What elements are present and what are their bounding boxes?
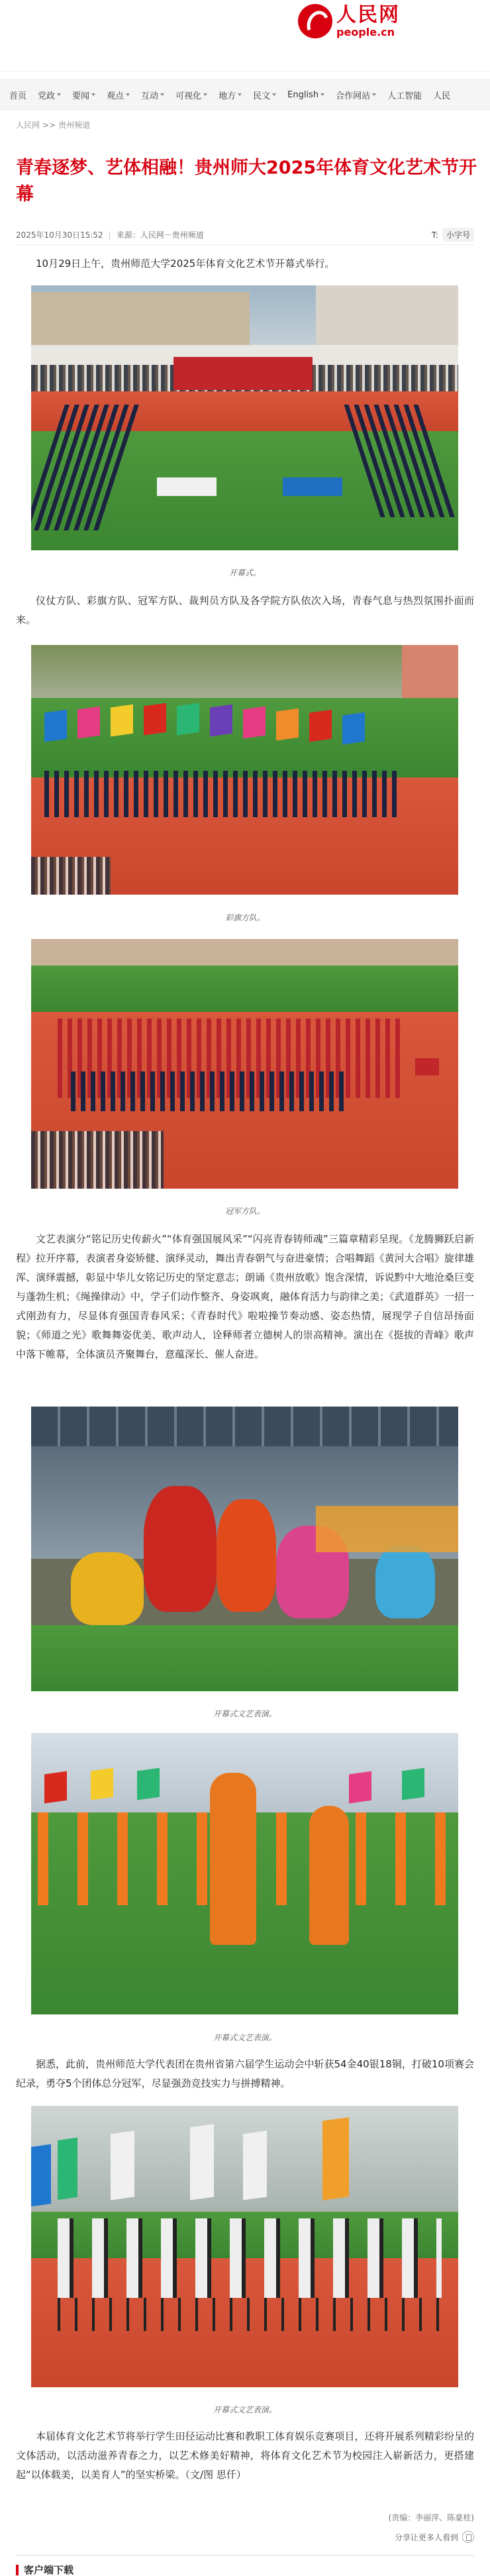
site-header	[0, 0, 490, 72]
caption-6: 开幕式文艺表演。	[213, 2405, 277, 2414]
share-label: 分享让更多人看到	[394, 2532, 458, 2542]
chevron-down-icon	[272, 93, 276, 96]
nav-item-0[interactable]	[9, 89, 26, 101]
people-logo-icon	[298, 4, 332, 38]
share-bar	[16, 2531, 474, 2543]
nav-item-5[interactable]	[175, 89, 207, 101]
people-logo[interactable]	[298, 4, 400, 38]
photo-bicycle-show	[31, 2106, 458, 2387]
paragraph-2: 仪仗方队、彩旗方队、冠军方队、裁判员方队及各学院方队依次入场，青春气息与热烈氛围扑面而来。	[16, 595, 474, 626]
breadcrumb-section[interactable]: 贵州频道	[58, 121, 91, 130]
caption-4: 开幕式文艺表演。	[213, 1709, 277, 1718]
breadcrumb	[16, 119, 90, 130]
paragraph-5: 本届体育文化艺术节将举行学生田径运动比赛和教职工体育娱乐竞赛项目，还将开展系列精彩纷呈的文体活动，以活动滋养青春之力，以艺术修美好精神，将体育文化艺术节为校园注入崭新活力，更搭建起“以体载美，以美育人”的坚实桥梁。（文/图 思仟）	[16, 2430, 474, 2481]
breadcrumb-sep: >>	[42, 121, 56, 130]
breadcrumb-home[interactable]: 人民网	[16, 121, 40, 130]
chevron-down-icon	[91, 93, 95, 96]
chevron-down-icon	[238, 93, 242, 96]
font-size-prefix: T:	[431, 230, 438, 240]
chevron-down-icon	[126, 93, 130, 96]
nav-item-4[interactable]	[141, 89, 164, 101]
photo-rope-skipping	[31, 1733, 458, 2014]
caption-1: 开幕式。	[228, 568, 261, 577]
font-size-control[interactable]	[432, 228, 474, 242]
logo-cn: 人民网	[336, 3, 400, 26]
nav-item-label: 互动	[141, 91, 159, 101]
logo-en: people.cn	[336, 26, 395, 38]
nav-item-label: 合作网站	[336, 91, 371, 101]
article-meta: 2025年10月30日15:52 | 来源：人民网－贵州频道 T: 小字号	[16, 225, 474, 245]
publish-date: 2025年10月30日15:52	[16, 230, 103, 240]
share-button[interactable]	[395, 2531, 474, 2543]
nav-item-label: 地方	[219, 91, 236, 101]
photo-champion-squad	[31, 939, 458, 1189]
app-download-heading[interactable]: 客户端下载	[16, 2563, 74, 2576]
nav-item-2[interactable]	[72, 89, 95, 101]
caption-2: 彩旗方队。	[224, 913, 265, 922]
chevron-down-icon	[320, 93, 324, 96]
nav-item-9[interactable]	[336, 89, 376, 101]
editor-line: (责编：李丽萍、陈豪桂)	[388, 2513, 474, 2522]
nav-item-label: 要闻	[72, 91, 90, 101]
photo-opening-ceremony	[31, 285, 458, 550]
caption-5: 开幕式文艺表演。	[213, 2033, 277, 2042]
nav-item-1[interactable]	[38, 89, 61, 101]
nav-item-label: 观点	[107, 91, 124, 101]
nav-item-11[interactable]	[433, 89, 450, 101]
chevron-down-icon	[372, 93, 376, 96]
chevron-down-icon	[57, 93, 61, 96]
paragraph-4: 据悉，此前，贵州师范大学代表团在贵州省第六届学生运动会中斩获54金40银18铜，打破10项赛会纪录，勇夺5个团体总分冠军，尽显强劲竞技实力与拼搏精神。	[16, 2058, 474, 2089]
caption-3: 冠军方队。	[224, 1207, 265, 1216]
nav-item-label: 党政	[38, 91, 56, 101]
nav-item-label: 可视化	[175, 91, 202, 101]
nav-item-7[interactable]	[253, 89, 276, 101]
nav-item-label: 民文	[253, 91, 271, 101]
nav-item-label: 人民	[433, 91, 451, 101]
article-title: 青春逐梦、艺体相融！贵州师大2025年体育文化艺术节开幕	[16, 158, 477, 205]
photo-lion-dance	[31, 1407, 458, 1691]
nav-item-8[interactable]	[287, 90, 324, 100]
article-source[interactable]: 来源：人民网－贵州频道	[116, 230, 204, 240]
chevron-down-icon	[203, 93, 207, 96]
nav-item-6[interactable]	[219, 89, 242, 101]
photo-flag-squad	[31, 645, 458, 895]
main-nav	[0, 79, 490, 110]
paragraph-1: 10月29日上午，贵州师范大学2025年体育文化艺术节开幕式举行。	[36, 258, 335, 270]
nav-item-label: 首页	[9, 91, 27, 101]
nav-item-label: 人工智能	[387, 91, 422, 101]
chevron-down-icon	[160, 93, 164, 96]
font-size-button[interactable]: 小字号	[442, 228, 474, 242]
nav-item-label: English	[287, 89, 319, 100]
nav-item-3[interactable]	[107, 89, 130, 101]
share-icon	[462, 2531, 474, 2543]
nav-item-10[interactable]	[387, 89, 422, 101]
paragraph-3: 文艺表演分“铭记历史传薪火”“体育强国展风采”“闪亮青春铸师魂”三篇章精彩呈现。《龙腾狮跃启新程》拉开序幕，表演者身姿矫健、演绎灵动，舞出青春朝气与奋进豪情；合唱舞蹈《黄河大合唱》旋律雄浑、演绎震撼，彰显中华儿女铭记历史的坚定意志；朗诵《贵州放歌》饱含深情，诉说黔中大地沧桑巨变与蓬勃生机；《绳操律动》中，学子们动作整齐、身姿飒爽，融体育活力与韵律之美；《武道群英》一招一式刚劲有力，尽显体育强国青春风采；《青春时代》啦啦操节奏动感、姿态热情，展现学子自信昂扬面貌；《师道之光》歌舞舞姿优美、歌声动人，诠释师者立德树人的崇高精神。演出在《挺拔的青峰》歌声中落下帷幕，全体演员齐聚舞台，意蕴深长、催人奋进。	[16, 1233, 474, 1360]
